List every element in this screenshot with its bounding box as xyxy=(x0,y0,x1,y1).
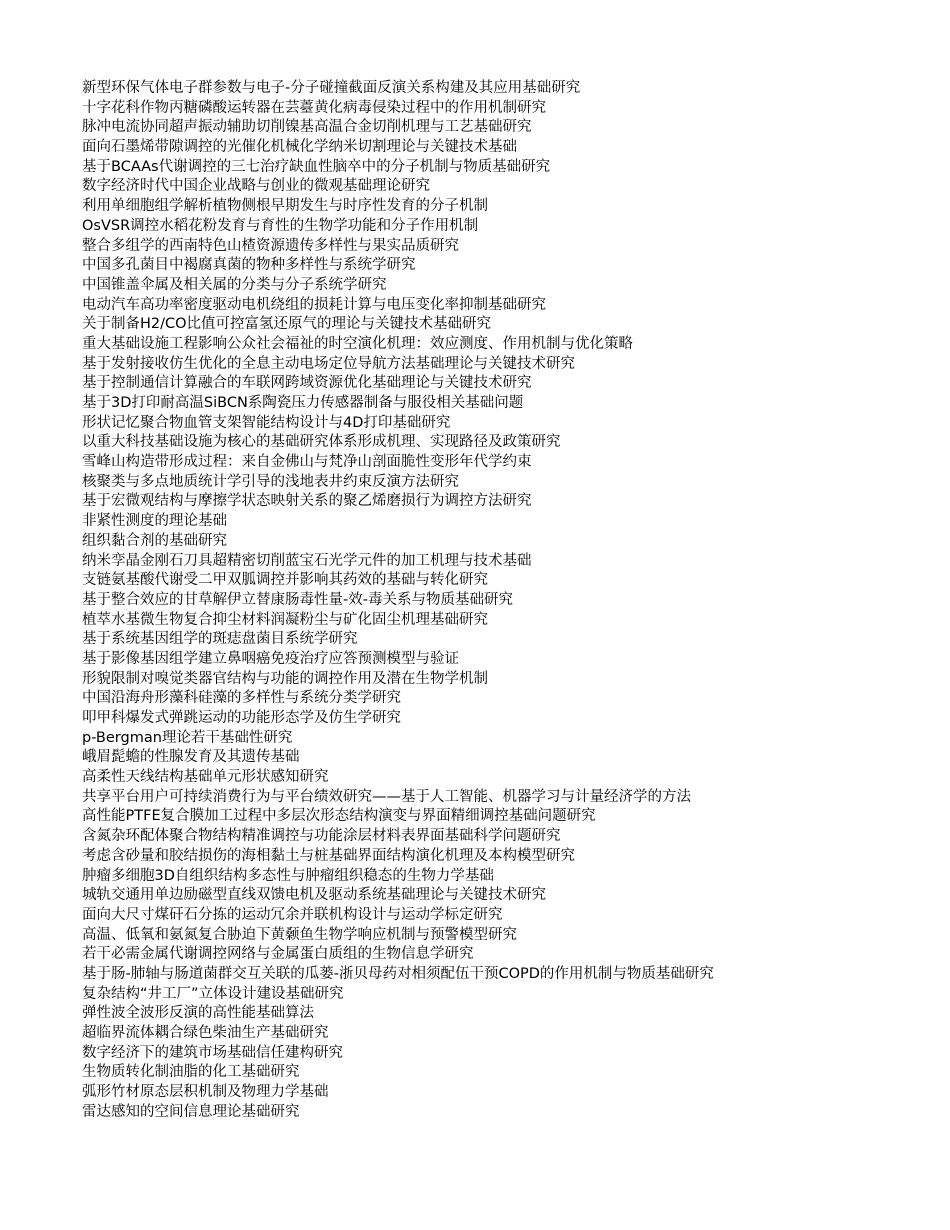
project-title-item: 城轨交通用单边励磁型直线双馈电机及驱动系统基础理论与关键技术研究 xyxy=(82,887,546,904)
project-title-item: 非紧性测度的理论基础 xyxy=(82,513,227,530)
project-title-item: 面向石墨烯带隙调控的光催化机械化学纳米切割理论与关键技术基础 xyxy=(82,139,517,156)
project-title-item: 基于控制通信计算融合的车联网跨域资源优化基础理论与关键技术研究 xyxy=(82,375,532,392)
project-title-item: 十字花科作物丙糖磷酸运转器在芸薹黄化病毒侵染过程中的作用机制研究 xyxy=(82,99,546,116)
project-title-item: 雷达感知的空间信息理论基础研究 xyxy=(82,1103,300,1120)
project-title-item: 超临界流体耦合绿色柴油生产基础研究 xyxy=(82,1025,329,1041)
project-title-item: 面向大尺寸煤矸石分拣的运动冗余并联机构设计与运动学标定研究 xyxy=(82,906,503,923)
project-title-item: 基于系统基因组学的斑痣盘菌目系统学研究 xyxy=(82,631,358,648)
project-title-item: 共享平台用户可持续消费行为与平台绩效研究——基于人工智能、机器学习与计量经济学的方法 xyxy=(82,788,691,805)
project-title-item: 基于影像基因组学建立鼻咽癌免疫治疗应答预测模型与验证 xyxy=(82,650,459,667)
project-title-item: 电动汽车高功率密度驱动电机绕组的损耗计算与电压变化率抑制基础研究 xyxy=(82,296,546,313)
project-title-list xyxy=(82,79,942,1122)
project-title-item: 重大基础设施工程影响公众社会福祉的时空演化机理：效应测度、作用机制与优化策略 xyxy=(82,335,633,352)
project-title-item: 考虑含砂量和胶结损伤的海相黏土与桩基础界面结构演化机理及本构模型研究 xyxy=(82,847,575,864)
project-title-item: 生物质转化制油脂的化工基础研究 xyxy=(82,1064,300,1081)
project-title-item: 峨眉髭蟾的性腺发育及其遗传基础 xyxy=(82,749,300,766)
project-title-item: OsVSR调控水稻花粉发育与育性的生物学功能和分子作用机制 xyxy=(82,217,479,234)
project-title-item: 支链氨基酸代谢受二甲双胍调控并影响其药效的基础与转化研究 xyxy=(82,572,488,589)
project-title-item: 植萃水基微生物复合抑尘材料润凝粉尘与矿化固尘机理基础研究 xyxy=(82,611,488,628)
project-title-item: 弹性波全波形反演的高性能基础算法 xyxy=(82,1005,314,1022)
project-title-item: 肿瘤多细胞3D自组织结构多态性与肿瘤组织稳态的生物力学基础 xyxy=(82,867,494,884)
project-title-item: 弧形竹材原态层积机制及物理力学基础 xyxy=(82,1084,329,1101)
project-title-item: 基于发射接收仿生优化的全息主动电场定位导航方法基础理论与关键技术研究 xyxy=(82,355,575,372)
project-title-item: 基于3D打印耐高温SiBCN系陶瓷压力传感器制备与服役相关基础问题 xyxy=(82,395,524,411)
project-title-item: 叩甲科爆发式弹跳运动的功能形态学及仿生学研究 xyxy=(82,710,401,726)
project-title-item: 含氮杂环配体聚合物结构精准调控与功能涂层材料表界面基础科学问题研究 xyxy=(82,828,561,845)
project-title-item: 形状记忆聚合物血管支架智能结构设计与4D打印基础研究 xyxy=(82,414,451,431)
project-title-item: 形貌限制对嗅觉类器官结构与功能的调控作用及潜在生物学机制 xyxy=(82,670,488,687)
project-title-item: p-Bergman理论若干基础性研究 xyxy=(82,729,293,746)
project-title-item: 基于宏微观结构与摩擦学状态映射关系的聚乙烯磨损行为调控方法研究 xyxy=(82,493,532,510)
project-title-item: 数字经济时代中国企业战略与创业的微观基础理论研究 xyxy=(82,178,430,195)
project-title-item: 以重大科技基础设施为核心的基础研究体系形成机理、实现路径及政策研究 xyxy=(82,434,561,451)
project-title-item: 利用单细胞组学解析植物侧根早期发生与时序性发育的分子机制 xyxy=(82,198,488,215)
project-title-item: 整合多组学的西南特色山楂资源遗传多样性与果实品质研究 xyxy=(82,237,459,254)
project-title-item: 雪峰山构造带形成过程：来自金佛山与梵净山剖面脆性变形年代学约束 xyxy=(82,454,532,471)
project-title-item: 基于肠-肺轴与肠道菌群交互关联的瓜蒌-浙贝母药对相须配伍干预COPD的作用机制与物质基础研究 xyxy=(82,965,714,982)
project-title-item: 复杂结构“井工厂”立体设计建设基础研究 xyxy=(82,985,344,1002)
project-title-item: 若干必需金属代谢调控网络与金属蛋白质组的生物信息学研究 xyxy=(82,946,474,963)
project-title-item: 中国多孔菌目中褐腐真菌的物种多样性与系统学研究 xyxy=(82,257,416,274)
project-title-item: 数字经济下的建筑市场基础信任建构研究 xyxy=(82,1044,343,1061)
project-title-item: 基于整合效应的甘草解伊立替康肠毒性量-效-毒关系与物质基础研究 xyxy=(82,591,513,608)
project-title-item: 关于制备H2/CO比值可控富氢还原气的理论与关键技术基础研究 xyxy=(82,316,492,333)
project-title-item: 高温、低氧和氨氮复合胁迫下黄颡鱼生物学响应机制与预警模型研究 xyxy=(82,926,517,943)
project-title-item: 纳米孪晶金刚石刀具超精密切削蓝宝石光学元件的加工机理与技术基础 xyxy=(82,552,532,569)
project-title-item: 中国锥盖伞属及相关属的分类与分子系统学研究 xyxy=(82,276,387,293)
project-title-item: 基于BCAAs代谢调控的三七治疗缺血性脑卒中的分子机制与物质基础研究 xyxy=(82,158,551,175)
project-title-item: 核聚类与多点地质统计学引导的浅地表井约束反演方法研究 xyxy=(82,473,459,490)
project-title-item: 新型环保气体电子群参数与电子-分子碰撞截面反演关系构建及其应用基础研究 xyxy=(82,80,581,96)
project-title-item: 高性能PTFE复合膜加工过程中多层次形态结构演变与界面精细调控基础问题研究 xyxy=(82,808,596,825)
project-title-item: 中国沿海舟形藻科硅藻的多样性与系统分类学研究 xyxy=(82,690,401,707)
project-title-item: 高柔性天线结构基础单元形状感知研究 xyxy=(82,769,329,786)
project-title-item: 脉冲电流协同超声振动辅助切削镍基高温合金切削机理与工艺基础研究 xyxy=(82,119,532,136)
project-title-item: 组织黏合剂的基础研究 xyxy=(82,532,227,549)
